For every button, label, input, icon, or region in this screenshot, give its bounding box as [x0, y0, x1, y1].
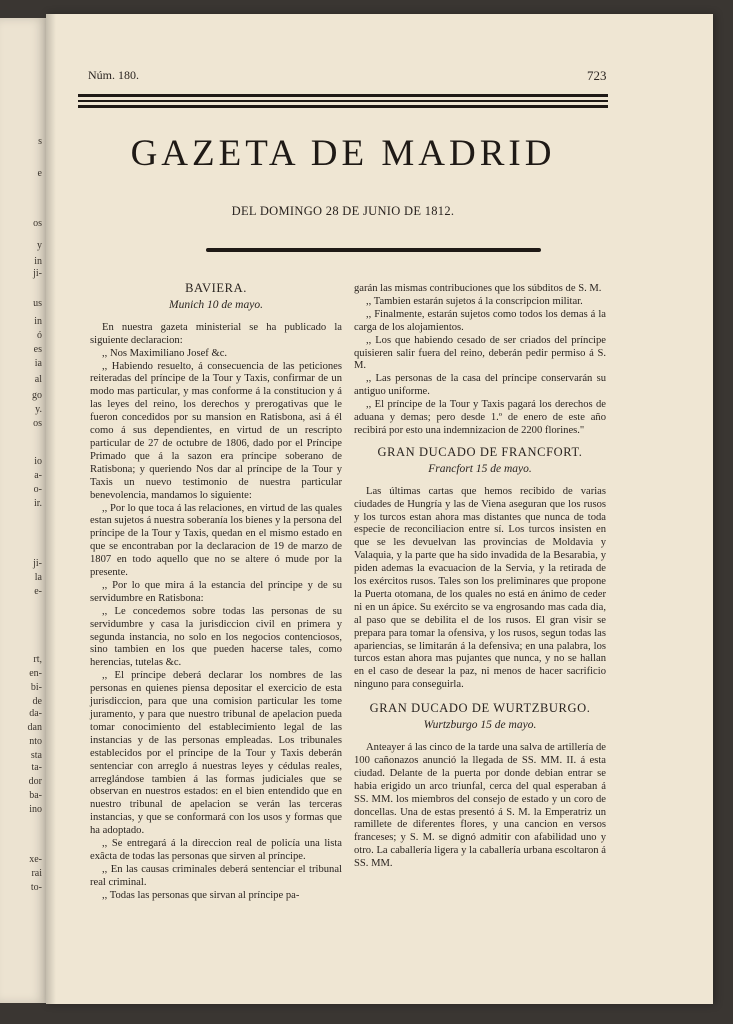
right-paragraphs-3 — [354, 742, 606, 871]
facing-page-fragment: s — [38, 136, 42, 147]
facing-page-fragment: de — [32, 696, 42, 707]
paragraph: ,, El príncipe de la Tour y Taxis pagará los derechos de aduana y demas; pero desde 1.º de enero de este año recibirá por esto una indemnizacion de 2200 florines." — [354, 399, 606, 436]
top-double-rule — [78, 94, 608, 108]
facing-page-edge — [0, 18, 48, 1003]
facing-page-fragment: xe- — [29, 854, 42, 865]
section-subheading-wurtzburgo: Wurtzburgo 15 de mayo. — [423, 719, 537, 732]
facing-page-fragment: dor — [28, 776, 42, 787]
facing-page-fragment: rt, — [33, 654, 42, 665]
facing-page-fragment: en- — [29, 668, 42, 679]
facing-page-fragment: ji- — [33, 558, 42, 569]
facing-page-fragment: us — [33, 298, 42, 309]
facing-page-fragment: os — [33, 418, 42, 429]
facing-page-fragment: o- — [33, 484, 42, 495]
facing-page-fragment: bi- — [30, 682, 42, 693]
left-column — [90, 276, 342, 903]
facing-page-fragment: a- — [34, 470, 42, 481]
paragraph: ,, En las causas criminales deberá sentenciar el tribunal real criminal. — [90, 863, 342, 888]
facing-page-fragment: ia — [34, 358, 42, 369]
newspaper-page — [46, 14, 713, 1004]
facing-page-fragment: rai — [31, 868, 42, 879]
paragraph: ,, Por lo que toca á las relaciones, en virtud de las quales estan sujetos á nuestra soberanía los bienes y la persona del príncipe de la Tour y Taxis, quedan en el mismo estado en que se encontraban por la declaracion de 19 de marzo de 1807 en todo aquello que no se altere ó mude por la presente. — [90, 502, 342, 579]
continuation-text: garán las mismas contribuciones que los súbditos de S. M. — [354, 283, 602, 294]
facing-page-fragment: io — [34, 456, 42, 467]
facing-page-fragment: ino — [29, 804, 42, 815]
paragraph: ,, El príncipe deberá declarar los nombres de las personas en quienes piensa depositar el exercicio de esta jurisdiccion, para que una comision particular les tome juramento, y para que nuestro tribunal de apelacion pueda tomar conocimiento del establecimiento legal de las instancias y de las personas empleadas. Los tribunales establecidos por el príncipe de la Tour y Taxis deberán sentenciar con arreglo á nuestras leyes y cédulas reales, arreglándose tambien á las formas judiciales que se observan en nuestros estados: en el bien entendido que en nuestro tribunal de apelacion se verán las terceras instancias, y que se conformará con los usos y formas que ha adoptado. — [90, 670, 342, 837]
facing-page-fragment: e — [37, 168, 42, 179]
facing-page-fragment: da- — [29, 708, 42, 719]
facing-page-fragment: sta — [30, 750, 42, 761]
facing-page-fragment: ir. — [33, 498, 42, 509]
facing-page-fragment: e- — [34, 586, 42, 597]
facing-page-fragment: os — [33, 218, 42, 229]
paragraph: ,, Nos Maximiliano Josef &c. — [102, 347, 228, 359]
paragraph: ,, Las personas de la casa del príncipe conservarán su antiguo uniforme. — [354, 373, 606, 398]
facing-page-fragment: y. — [35, 404, 42, 415]
paragraph: ,, Finalmente, estarán sujetos como todos los demas á la carga de los alojamientos. — [354, 308, 606, 333]
paragraph: ,, Tambien estarán sujetos á la conscripcion militar. — [366, 295, 583, 307]
facing-page-fragment: ó — [37, 330, 42, 341]
gutter-shadow — [46, 14, 56, 1004]
left-paragraphs — [90, 322, 342, 903]
facing-page-fragment: es — [33, 344, 42, 355]
facing-page-fragment: dan — [27, 722, 42, 733]
section-heading-baviera: BAVIERA. — [185, 281, 247, 295]
paragraph: Anteayer á las cinco de la tarde una salva de artillería de 100 cañonazos anunció la llegada de SS. MM. II. á esta ciudad. Delante de la puerta por donde debian entrar se habia erigido un arco triunfal, cerca del qual esperaban á SS. MM. los miembros del consejo de estado y un coro de doncellas. Una de estas presentó á S. M. la Emperatriz un ramillete de diferentes flores, y una cancion en versos franceses; y S. M. se dignó admitir con afabilidad uno y otro. La caballería ligera y la caballería urbana escoltaron á SS. MM. — [354, 742, 606, 870]
paragraph: ,, Los que habiendo cesado de ser criados del príncipe quisieren salir fuera del reino, deberán pedir permiso á S. M. — [354, 334, 606, 372]
facing-page-fragment: nto — [29, 736, 42, 747]
facing-page-fragment: in — [34, 316, 42, 327]
facing-page-fragment: y — [37, 240, 42, 251]
masthead-title: GAZETA DE MADRID — [130, 133, 556, 174]
masthead-rule — [206, 248, 541, 252]
paragraph: ,, Se entregará á la direccion real de policía una lista exâcta de todas las personas que sirven al príncipe. — [90, 838, 342, 862]
section-heading-francfort: GRAN DUCADO DE FRANCFORT. — [377, 444, 583, 459]
right-paragraphs-2 — [354, 486, 606, 693]
facing-page-fragment: ta- — [31, 762, 42, 773]
facing-page-fragment: ba- — [29, 790, 42, 801]
right-paragraphs-1 — [354, 296, 606, 438]
facing-page-fragment: la — [34, 572, 42, 583]
section-subheading-munich: Munich 10 de mayo. — [169, 298, 263, 311]
facing-page-fragment: in — [34, 256, 42, 267]
paragraph: En nuestra gazeta ministerial se ha publicado la siguiente declaracion: — [90, 321, 342, 346]
page-number: 723 — [587, 68, 607, 83]
right-column — [354, 283, 606, 871]
section-heading-wurtzburgo: GRAN DUCADO DE WURTZBURGO. — [369, 701, 591, 716]
facing-page-fragment: to- — [30, 882, 42, 893]
paragraph: ,, Por lo que mira á la estancia del príncipe y de su servidumbre en Ratisbona: — [90, 579, 342, 604]
paragraph: ,, Habiendo resuelto, á consecuencia de las peticiones reiteradas del príncipe de la Tour y Taxis, confirmar de un modo mas particular, y mas conforme á la constitucion y á las leyes del reino, los derechos y prerogativas que le fueron concedidos por su mansion en Ratisbona, asi á él como á sus dependientes, en virtud de un rescripto particular de 27 de octubre de 1806, dado por el Príncipe Primado que á la sazon era príncipe soberano de Ratisbona; y queriendo Nos dar al príncipe de la Tour y Taxis un nuevo testimonio de nuestra particular benevolencia, mandamos lo siguiente: — [90, 360, 342, 501]
paragraph: Las últimas cartas que hemos recibido de varias ciudades de Hungría y las de Viena aseguran que los rusos y los turcos estan ahora mas distantes que nunca de toda especie de reconciliacion entre sí. Los turcos insisten en que se les devuelvan las provincias de Moldavia y Valaquia, y la parte que ha sido invadida de la Besarabia, y piden ademas la evacuacion de la Servia, y la retirada de los exércitos rusos. Tales son los preliminares que propone la Puerta otomana, de los quales no está en ánimo de ceder ni en un ápice. Su exército se va engrosando mas cada dia, al paso que se debilita el de los rusos. El gran visir se prepara para tomar la ofensiva, y los rusos, segun todas las apariencias, se limitarán á la defensiva; en una palabra, los turcos estan ahora mas pujantes que nunca, y no se hallan en el caso de desear la paz, ni menos de hacer sacrificio ninguno para conseguirla. — [354, 485, 606, 691]
issue-number: Núm. 180. — [88, 68, 139, 82]
facing-page-fragment: al — [34, 374, 42, 385]
facing-page-fragment: ji- — [33, 268, 42, 279]
paragraph: ,, Le concedemos sobre todas las personas de su servidumbre y casa la jurisdiccion civil en primera y segunda instancia, no solo en los negocios contenciosos, sino tambien en los que pueden hacerse tales, como herencias, tutelas &c. — [90, 605, 342, 669]
dateline: DEL DOMINGO 28 DE JUNIO DE 1812. — [231, 204, 455, 218]
paragraph: ,, Todas las personas que sirvan al príncipe pa- — [102, 889, 300, 901]
facing-page-fragment: go — [32, 390, 42, 401]
section-subheading-francfort: Francfort 15 de mayo. — [428, 462, 532, 475]
